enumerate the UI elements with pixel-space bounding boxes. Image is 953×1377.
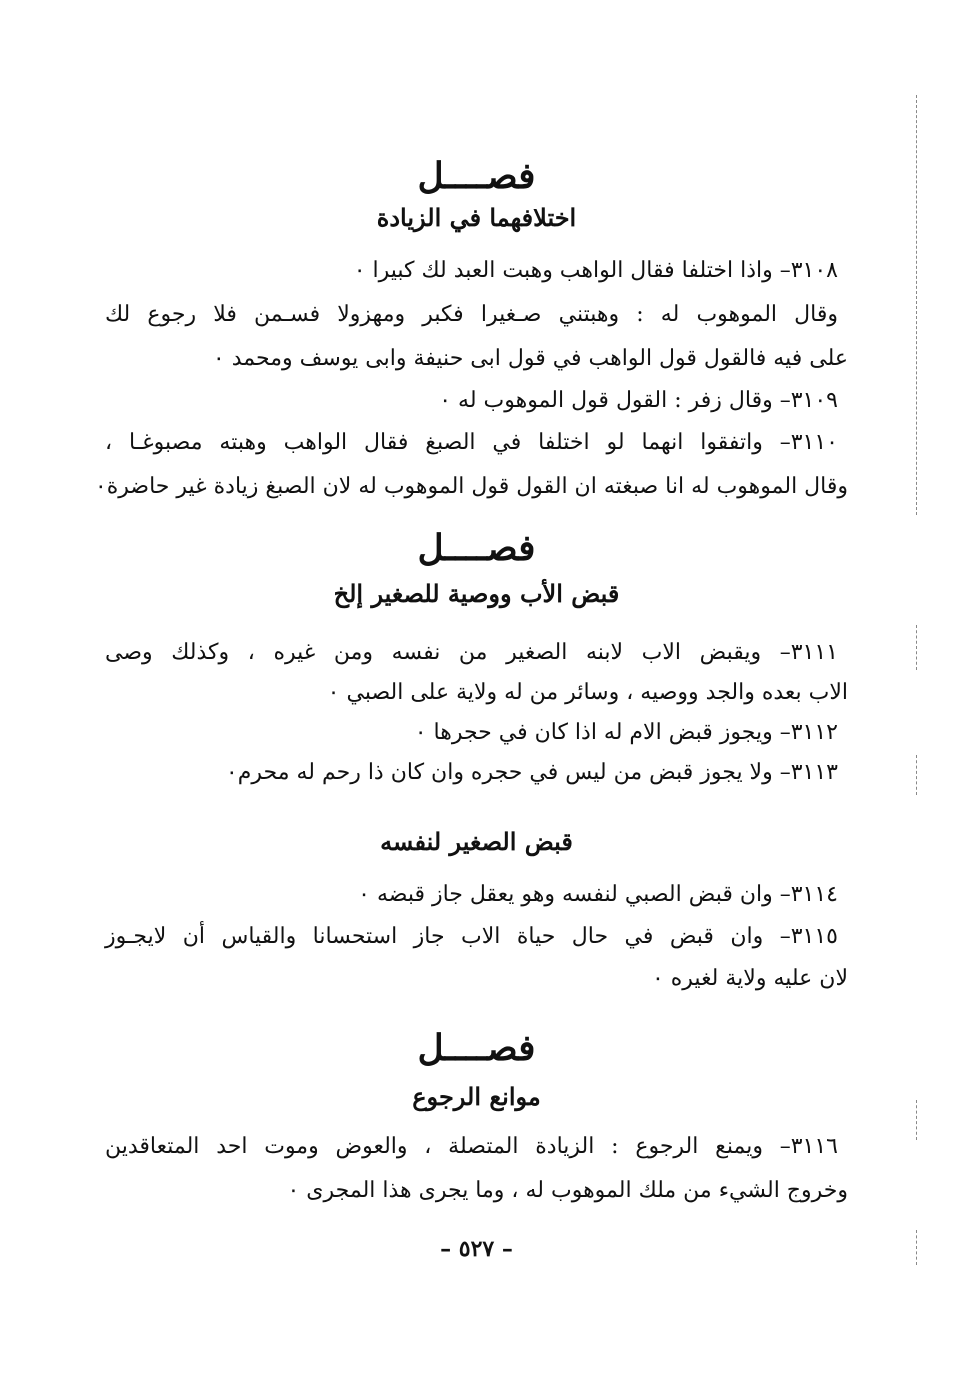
scan-edge-mark [916,755,917,795]
paragraph-line: ٣١١٣– ولا يجوز قبض من ليس في حجره وان كان ذا رحم له محرم٠ [225,760,838,785]
paragraph-line: ٣١١١– ويقبض الاب لابنه الصغير من نفسه ومن غيره ، وكذلك وصى [105,640,838,665]
paragraph-line: ٣١١٠– واتفقوا انهما لو اختلفا في الصبغ فقال الواهب وهبته مصبوغـا ، [105,430,838,455]
paragraph-line: لان عليه ولاية لغيره ٠ [651,966,848,991]
section-subtitle: قبض الصغير لنفسه [380,827,573,856]
section-heading: فصــــل [417,1027,536,1069]
paragraph-line: وخروج الشيء من ملك الموهوب له ، وما يجرى هذا المجرى ٠ [287,1178,848,1203]
scan-edge-mark [916,625,917,670]
section-subtitle: قبض الأب ووصية للصغير إلخ [333,579,620,608]
paragraph-line: ٣١٠٨– واذا اختلفا فقال الواهب وهبت العبد لك كبيرا ٠ [353,258,838,283]
paragraph-line: ٣١١٢– ويجوز قبض الام له اذا كان في حجرها ٠ [414,720,838,745]
section-subtitle: اختلافهما في الزيادة [376,203,577,232]
section-heading: فصــــل [417,155,536,197]
paragraph-line: ٣١١٤– وان قبض الصبي لنفسه وهو يعقل جاز قبضه ٠ [358,882,838,907]
paragraph-line: ٣١٠٩– وقال زفر : القول قول الموهوب له ٠ [439,388,838,413]
paragraph-line: على فيه فالقول قول الواهب في قول ابى حنيفة وابى يوسف ومحمد ٠ [212,346,848,371]
paragraph-line: ٣١١٦– ويمنع الرجوع : الزيادة المتصلة ، والعوض وموت احد المتعاقدين [105,1134,838,1159]
paragraph-line: ٣١١٥– وان قبض في حال حياة الاب جاز استحسانا والقياس أن لايجـوز [105,924,838,949]
page-number: – ٥٢٧ – [440,1236,513,1262]
paragraph-line: وقال الموهوب له : وهبتني صـغيرا فكبر ومهزولا فسـمن فلا رجوع لك [105,302,838,327]
section-subtitle: موانع الرجوع [412,1082,541,1111]
section-heading: فصــــل [417,527,536,569]
paragraph-line: الاب بعده والجد ووصيه ، وسائر من له ولاية على الصبي ٠ [327,680,848,705]
paragraph-line: وقال الموهوب له انا صبغته ان القول قول الموهوب له لان الصبغ زيادة غير حاضرة٠ [94,474,848,499]
